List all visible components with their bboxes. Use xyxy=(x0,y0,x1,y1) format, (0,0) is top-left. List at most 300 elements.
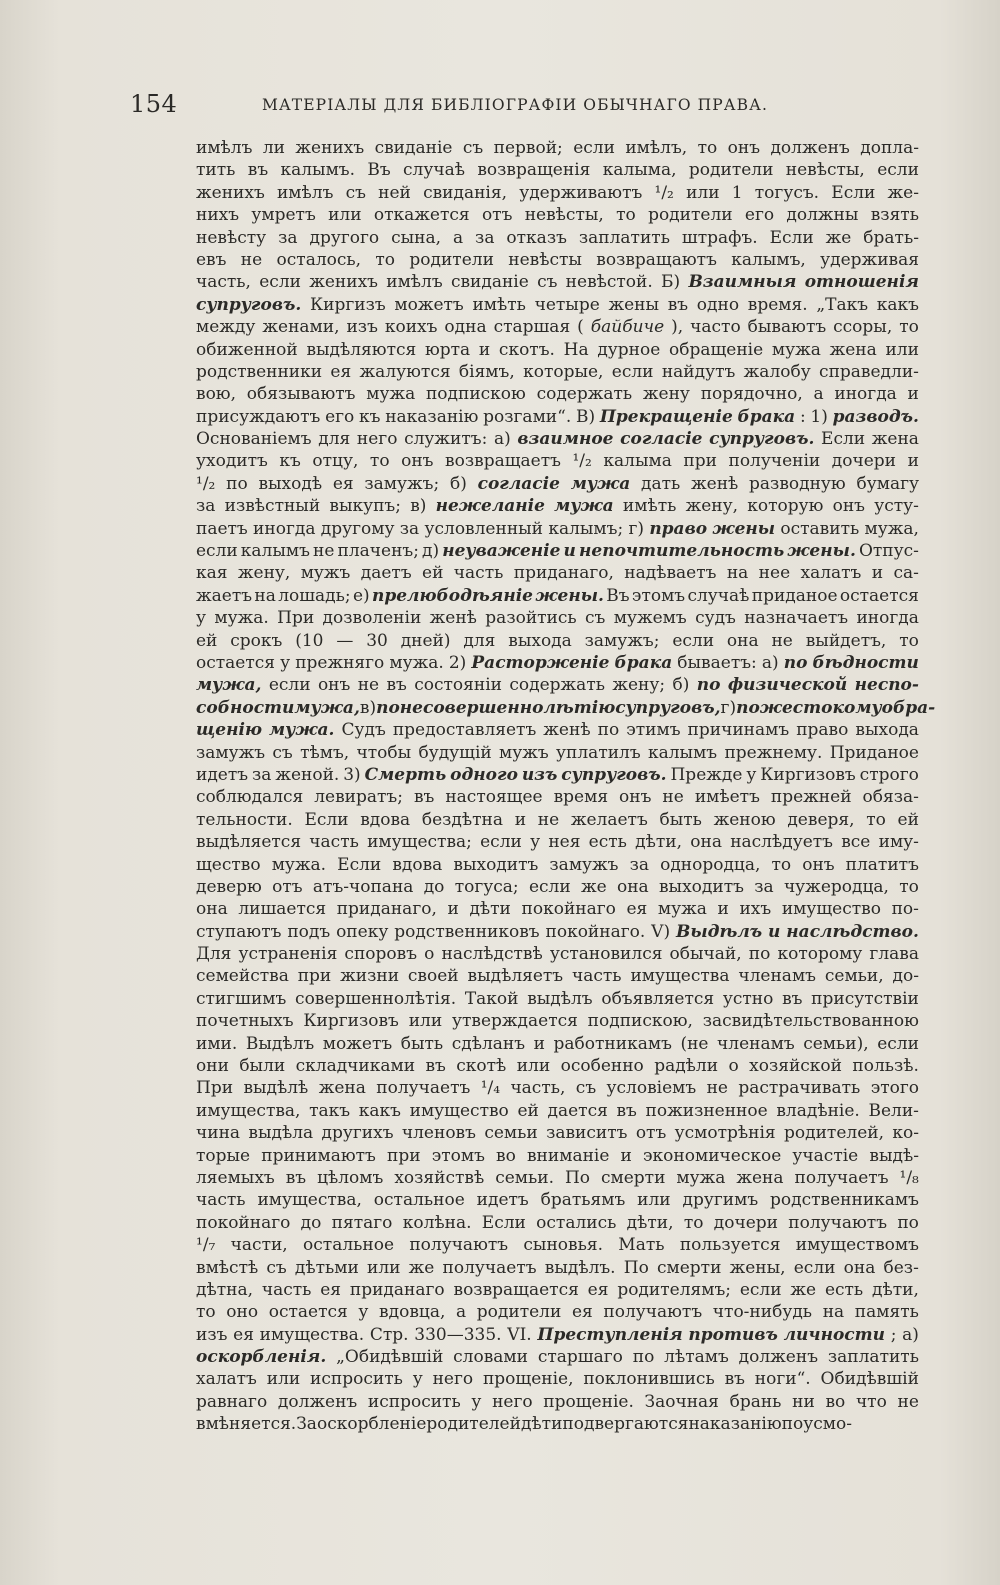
word: равнаго xyxy=(196,1391,268,1412)
word: жену, xyxy=(237,563,291,584)
word: настоящее xyxy=(445,787,543,808)
word: устно xyxy=(722,988,774,1009)
word: паетъ xyxy=(196,518,248,539)
word: при xyxy=(297,966,332,987)
word: в) xyxy=(410,496,427,517)
word: — xyxy=(336,630,354,651)
word: не xyxy=(706,1078,728,1099)
word: а xyxy=(813,384,824,405)
word: женихъ xyxy=(309,272,378,293)
text-line xyxy=(196,540,919,562)
word: женою xyxy=(713,809,776,830)
emphasis-word: отношенія xyxy=(804,272,919,293)
word: и xyxy=(478,339,491,360)
word: если xyxy=(672,630,715,651)
word: ¹/₂ xyxy=(196,473,216,494)
emphasis-word: жены. xyxy=(535,585,604,606)
word: до xyxy=(300,1212,322,1233)
word: уходитъ xyxy=(196,451,268,472)
text-line xyxy=(196,137,919,159)
word: тить xyxy=(196,160,236,181)
word: без- xyxy=(883,1257,919,1278)
word: мужа xyxy=(657,899,707,920)
word: идетъ xyxy=(196,764,249,785)
word: замужъ; xyxy=(364,473,440,494)
emphasis-word: Смерть xyxy=(364,764,447,785)
emphasis-word: Преступленія xyxy=(537,1324,683,1345)
word: женихъ xyxy=(196,182,265,203)
word: родителямъ; xyxy=(617,1279,731,1300)
word: возвращаетъ xyxy=(445,451,561,472)
word: замужъ; xyxy=(584,630,660,651)
word: чина xyxy=(196,1123,241,1144)
word: получаютъ xyxy=(603,1302,703,1323)
text-line xyxy=(196,854,919,876)
word: а xyxy=(456,1302,467,1323)
word: остальное xyxy=(373,1190,465,1211)
word: время xyxy=(553,787,609,808)
word: за xyxy=(475,227,495,248)
word: имущества; xyxy=(367,832,472,853)
word: калымъ xyxy=(647,742,718,763)
word: Киргизовъ xyxy=(760,764,856,785)
word: или xyxy=(328,205,362,226)
word: жалобу xyxy=(743,361,811,382)
word: они xyxy=(196,1056,229,1077)
word: будущій xyxy=(418,742,492,763)
word: кая xyxy=(196,563,228,584)
word: и xyxy=(447,899,459,920)
word: жена xyxy=(736,1167,784,1188)
word: розгами“. xyxy=(483,406,572,427)
word: покойнаго. xyxy=(545,921,646,942)
word: жена xyxy=(871,429,919,450)
word: Судъ xyxy=(341,720,386,741)
word: отцу, xyxy=(312,451,359,472)
word: имѣть xyxy=(622,496,677,517)
word: усмотрѣнія xyxy=(674,1123,776,1144)
word: жену xyxy=(642,384,690,405)
word: Стр. xyxy=(369,1324,409,1345)
word: остается xyxy=(268,1302,348,1323)
word: если xyxy=(611,361,654,382)
word: по xyxy=(781,1414,804,1435)
word: то xyxy=(616,205,636,226)
word: часть, xyxy=(196,272,251,293)
word: не xyxy=(240,249,263,270)
word: вмѣстѣ xyxy=(196,1257,259,1278)
word: Б) xyxy=(661,272,681,293)
emphasis-word: жены xyxy=(712,518,776,539)
emphasis-word: по xyxy=(376,697,400,718)
word: разводную xyxy=(749,473,846,494)
word: если xyxy=(480,832,522,853)
word: откажется xyxy=(373,205,470,226)
text-line xyxy=(196,1100,919,1122)
word: б) xyxy=(672,675,690,696)
text-line xyxy=(196,428,919,450)
word: семьи), xyxy=(803,1033,869,1054)
word: жену; xyxy=(612,675,666,696)
word: другихъ xyxy=(321,1123,394,1144)
word: замужъ xyxy=(549,854,619,875)
emphasis-word: по xyxy=(783,652,808,673)
word: для xyxy=(463,630,496,651)
word: то xyxy=(899,876,919,897)
word: во xyxy=(496,1145,516,1166)
word: 1 xyxy=(731,182,743,203)
text-line xyxy=(196,1055,919,1077)
word: этомъ xyxy=(431,1145,485,1166)
word: выкупъ; xyxy=(329,496,401,517)
word: этомъ xyxy=(631,585,686,606)
word: прежнему. xyxy=(724,742,823,763)
word: право xyxy=(796,720,849,741)
word: ), xyxy=(671,317,684,338)
word: какъ xyxy=(358,1100,401,1121)
word: в) xyxy=(359,697,377,718)
word: родителей xyxy=(426,1414,521,1435)
word: часто xyxy=(690,317,741,338)
word: его xyxy=(744,205,775,226)
word: другого xyxy=(309,227,380,248)
word: мужа. xyxy=(271,854,327,875)
word: разойтись xyxy=(485,608,577,629)
word: были xyxy=(239,1056,286,1077)
text-line xyxy=(196,1234,919,1256)
word: прощеніе. xyxy=(543,1391,634,1412)
word: или xyxy=(516,1056,551,1077)
word: тогусъ. xyxy=(754,182,820,203)
word: владѣніе. xyxy=(776,1100,860,1121)
word: невѣсты, xyxy=(785,160,865,181)
word: и xyxy=(907,384,919,405)
word: дѣти, xyxy=(626,1212,674,1233)
word: заплатить xyxy=(827,1347,919,1368)
word: ей xyxy=(517,1100,539,1121)
word: дается xyxy=(547,1100,608,1121)
word: быть xyxy=(400,1033,444,1054)
word: на xyxy=(254,585,276,606)
word: между xyxy=(196,317,256,338)
bleed-through-text xyxy=(118,150,188,1250)
word: жена xyxy=(829,339,877,360)
emphasis-word: по xyxy=(696,675,721,696)
word: прежней xyxy=(770,787,852,808)
word: ¹/₇ xyxy=(196,1235,216,1256)
word: же xyxy=(580,876,607,897)
word: пожизненное xyxy=(645,1100,768,1121)
word: жены xyxy=(608,294,660,315)
text-line xyxy=(196,1122,919,1144)
word: возвращенія xyxy=(477,160,591,181)
word: брать- xyxy=(863,227,919,248)
emphasis-word: неспо- xyxy=(854,675,919,696)
word: присутствіи xyxy=(811,988,919,1009)
word: имущества xyxy=(630,966,730,987)
word: имѣлъ, xyxy=(625,138,688,158)
word: приданаго, xyxy=(513,563,614,584)
word: невѣстой. xyxy=(565,272,653,293)
text-line xyxy=(196,943,919,965)
word: Если xyxy=(821,429,866,450)
word: если xyxy=(528,876,571,897)
word: растрачивать xyxy=(738,1078,861,1099)
word: Приданое xyxy=(829,742,919,763)
word: пятаго xyxy=(331,1212,393,1233)
word: обяза- xyxy=(862,787,919,808)
word: которому xyxy=(777,944,863,965)
word: старшаго xyxy=(537,1347,623,1368)
word: хозяйской xyxy=(749,1056,842,1077)
word: осталось, xyxy=(276,249,362,270)
word: Обидѣвшій xyxy=(820,1369,919,1390)
word: испросить xyxy=(310,1369,403,1390)
word: невѣсты, xyxy=(524,205,604,226)
word: ей xyxy=(196,630,218,651)
word: членамъ xyxy=(717,1033,795,1054)
word: онъ xyxy=(401,451,434,472)
word: она xyxy=(843,1257,876,1278)
word: долженъ xyxy=(770,138,850,158)
text-line xyxy=(196,1167,919,1189)
word: свиданія, xyxy=(423,182,507,203)
word: при xyxy=(683,451,717,472)
emphasis-word: мужа xyxy=(570,473,631,494)
word: скотѣ xyxy=(456,1056,507,1077)
emphasis-word: противъ xyxy=(688,1324,778,1345)
word: время. xyxy=(747,294,808,315)
word: то xyxy=(683,1212,704,1233)
word: деверю xyxy=(196,876,262,897)
word: ¹/₂ xyxy=(572,451,592,472)
word: то xyxy=(899,630,919,651)
word: для xyxy=(318,429,351,450)
word: не xyxy=(662,787,684,808)
word: мужа xyxy=(676,1167,726,1188)
word: ея xyxy=(233,1324,254,1345)
word: словами xyxy=(453,1347,528,1368)
word: выходитъ xyxy=(658,876,744,897)
word: него xyxy=(356,429,398,450)
text-line xyxy=(196,1077,919,1099)
word: если xyxy=(739,1279,782,1300)
word: сдѣланъ xyxy=(451,1033,526,1054)
word: „Такъ xyxy=(816,294,869,315)
word: 330—335. xyxy=(414,1324,502,1345)
word: же xyxy=(408,1257,435,1278)
word: ея xyxy=(332,473,354,494)
word: жизни xyxy=(340,966,400,987)
text-line xyxy=(196,473,919,495)
word: плаченъ; xyxy=(337,541,419,562)
emphasis-word: одного xyxy=(450,764,518,785)
word: сына, xyxy=(391,227,441,248)
word: дочери xyxy=(831,451,897,472)
word: соблюдался xyxy=(196,787,304,808)
word: женѣ xyxy=(691,473,739,494)
word: ея xyxy=(587,1279,609,1300)
word: на xyxy=(726,563,749,584)
word: е) xyxy=(352,585,370,606)
text-line xyxy=(196,809,919,831)
word: четыре xyxy=(534,294,600,315)
word: случаѣ xyxy=(403,160,465,181)
word: женами, xyxy=(262,317,340,338)
word: причинамъ xyxy=(687,720,790,741)
text-line xyxy=(196,921,919,943)
word: имущество xyxy=(781,899,881,920)
word: г) xyxy=(720,697,737,718)
word: остается xyxy=(839,585,919,606)
word: родители xyxy=(476,1302,562,1323)
word: V) xyxy=(651,921,671,942)
word: въ xyxy=(782,988,803,1009)
word: выдѣляется xyxy=(196,832,302,853)
word: біямъ, xyxy=(458,361,515,382)
word: родственникамъ xyxy=(770,1190,919,1211)
word: Если xyxy=(481,1212,526,1233)
text-line xyxy=(196,339,919,361)
word: по xyxy=(748,944,771,965)
emphasis-word: Взаимныя xyxy=(688,272,797,293)
emphasis-word: прелюбодѣяніе xyxy=(371,585,533,606)
text-line xyxy=(196,406,919,428)
word: имѣлъ xyxy=(386,272,443,293)
word: онъ xyxy=(832,496,865,517)
emphasis-word: мужа, xyxy=(294,697,360,718)
word: пользѣ. xyxy=(852,1056,919,1077)
word: При xyxy=(196,1078,234,1099)
text-line xyxy=(196,1145,919,1167)
word: умретъ xyxy=(251,205,316,226)
word: срокъ xyxy=(230,630,283,651)
word: выдѣла xyxy=(248,1123,314,1144)
word: у xyxy=(358,1302,369,1323)
text-line xyxy=(196,1212,919,1234)
word: левиратъ; xyxy=(314,787,403,808)
word: халатъ xyxy=(800,563,862,584)
word: родители xyxy=(648,205,733,226)
word: въ xyxy=(425,1056,446,1077)
word: калымъ, xyxy=(731,249,806,270)
word: этого xyxy=(870,1078,919,1099)
emphasis-word: собности xyxy=(196,697,295,718)
word: часть xyxy=(572,966,622,987)
emphasis-word: и xyxy=(563,541,576,562)
word: приданаго xyxy=(349,1279,445,1300)
word: обращеніе xyxy=(669,339,764,360)
word: у xyxy=(471,1391,482,1412)
word: приданое xyxy=(751,585,838,606)
word: мужа. xyxy=(389,652,444,673)
word: извѣстный xyxy=(224,496,321,517)
emphasis-word: неуваженіе xyxy=(442,541,561,562)
word: то xyxy=(196,1302,216,1323)
word: во xyxy=(825,1391,846,1412)
word: ней xyxy=(378,182,411,203)
text-line xyxy=(196,876,919,898)
emphasis-word: разводъ. xyxy=(832,406,919,427)
emphasis-word: мужа. xyxy=(269,720,335,741)
word: судъ xyxy=(695,608,736,629)
text-line xyxy=(196,719,919,741)
word: : xyxy=(799,406,806,427)
word: и xyxy=(620,1145,632,1166)
word: съ xyxy=(266,1257,287,1278)
text-line xyxy=(196,1279,919,1301)
word: засвидѣтельствованною xyxy=(702,1011,919,1032)
word: иногда xyxy=(856,608,919,629)
word: условленный xyxy=(424,518,544,539)
word: у xyxy=(280,652,291,673)
word: жена xyxy=(318,1078,366,1099)
emphasis-word: и xyxy=(768,921,781,942)
word: подпискою xyxy=(425,384,526,405)
word: За xyxy=(296,1414,317,1435)
word: „Обидѣвшій xyxy=(336,1347,444,1368)
word: прежняго xyxy=(295,652,385,673)
word: случаѣ xyxy=(687,585,750,606)
word: особенно xyxy=(560,1056,644,1077)
word: Въ xyxy=(367,160,391,181)
word: онъ xyxy=(727,138,761,158)
word: дѣти xyxy=(520,1414,563,1435)
word: мужа. xyxy=(214,608,269,629)
word: женой. xyxy=(275,764,340,785)
word: лишается xyxy=(238,899,327,920)
page-header xyxy=(130,90,780,120)
word: участіе xyxy=(792,1145,859,1166)
word: выйдетъ, xyxy=(805,630,887,651)
word: не xyxy=(313,541,335,562)
word: споровъ xyxy=(344,944,418,965)
word: къ xyxy=(279,451,301,472)
word: съ xyxy=(462,138,484,158)
word: взять xyxy=(870,205,919,226)
word: семьи, xyxy=(824,966,884,987)
word: часть xyxy=(453,563,504,584)
word: и xyxy=(717,899,729,920)
word: имѣлъ xyxy=(276,182,334,203)
word: радѣли xyxy=(654,1056,719,1077)
word: и xyxy=(514,809,527,830)
word: невѣсты xyxy=(508,249,582,270)
word: за xyxy=(399,518,420,539)
emphasis-word: брака xyxy=(614,652,673,673)
word: отъ xyxy=(635,1123,667,1144)
word: отказъ xyxy=(506,227,567,248)
word: которую xyxy=(747,496,824,517)
word: дочери xyxy=(713,1212,778,1233)
word: она xyxy=(690,832,722,853)
word: лошадь; xyxy=(278,585,351,606)
emphasis-word: супруговъ. xyxy=(196,294,302,315)
word: часть xyxy=(261,1279,312,1300)
word: то xyxy=(375,249,396,270)
word: же xyxy=(825,227,852,248)
word: покойнаго xyxy=(196,1212,291,1233)
word: строго xyxy=(859,764,919,785)
word: невѣсту xyxy=(196,227,267,248)
word: и xyxy=(533,1033,545,1054)
text-line xyxy=(196,361,919,383)
word: не xyxy=(771,630,793,651)
word: жаетъ xyxy=(196,585,253,606)
word: одно xyxy=(696,294,740,315)
word: него xyxy=(492,1391,533,1412)
word: 3) xyxy=(343,764,361,785)
